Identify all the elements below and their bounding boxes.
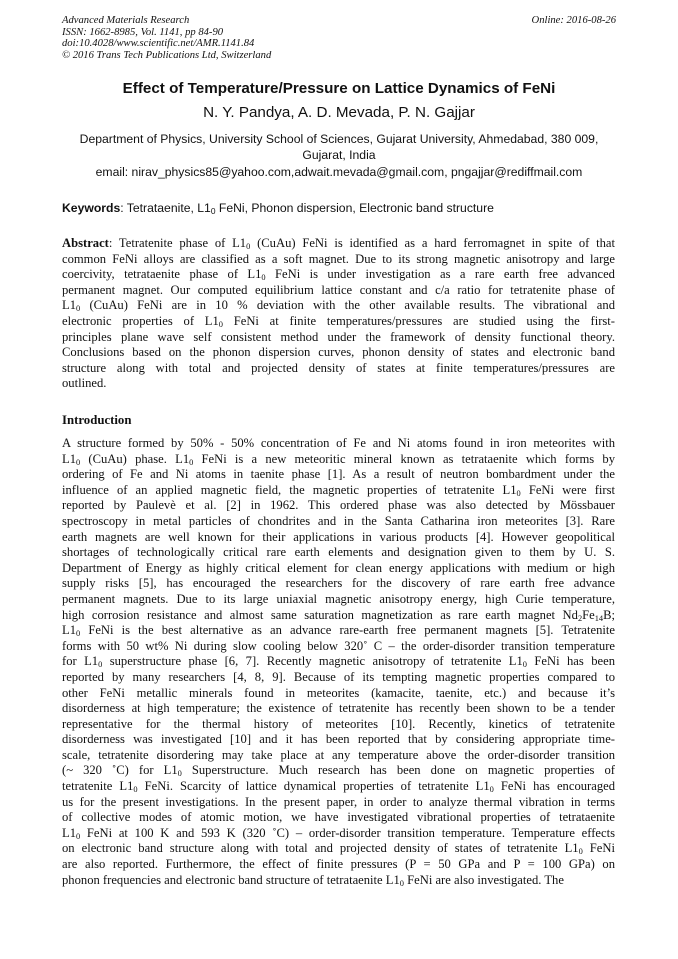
text-segment: Fe	[582, 607, 595, 622]
subscript: 0	[76, 304, 81, 314]
subscript: 0	[76, 629, 81, 639]
subscript: 0	[177, 769, 182, 779]
text-line	[62, 376, 615, 392]
text-segment: of collective modes of atomic motion, we have investigated vibrational properties of tetrataenite	[62, 810, 615, 825]
text-segment: (~ 320 ˚C) for L1	[62, 763, 178, 778]
introduction-heading: Introduction	[62, 413, 132, 427]
affiliation-line: Department of Physics, University School of Sciences, Gujarat University, Ahmedabad, 380 009,	[79, 132, 599, 146]
text-segment: FeNi has encouraged	[493, 779, 616, 794]
subscript: 0	[578, 847, 583, 857]
text-segment: disorderness was investigated [10] and it has been reported that by considering appropriate time-	[62, 732, 615, 747]
text-segment: L1	[62, 451, 76, 466]
paper-title: Effect of Temperature/Pressure on Lattice Dynamics of FeNi	[122, 80, 556, 97]
subscript: 0	[516, 488, 521, 498]
text-segment: on electronic band structure along with total and projected density of states of tetratenite L1	[62, 841, 579, 856]
text-segment: FeNi at finite temperatures/pressures are studied using the first-	[222, 313, 615, 328]
affiliation	[62, 131, 616, 163]
text-segment: for L1	[62, 654, 99, 669]
text-segment: FeNi were first	[520, 482, 615, 497]
keywords-subscript: 0	[210, 206, 216, 216]
text-line	[62, 545, 615, 561]
text-segment: influence of an applied magnetic field, the magnetic properties of tetratenite L1	[62, 482, 517, 497]
text-line	[62, 779, 615, 795]
text-segment: earth magnets are well known for their applications in various products [4]. However geopolitical	[62, 529, 615, 544]
text-segment: : Tetratenite phase of L1	[108, 236, 247, 250]
text-line	[62, 436, 615, 452]
text-segment: structure along with total and projected density of states at finite temperatures/pressures are	[62, 360, 615, 375]
text-segment: superstructure phase [6, 7]. Recently magnetic anisotropy of tetratenite L1	[102, 654, 523, 669]
text-segment: supply risks [5], has encouraged the researchers for the discovery of rare earth free advance	[62, 576, 615, 591]
text-segment: scale, tetratenite disordering may take place at any temperature above the order-disorder transition	[62, 747, 615, 762]
subscript: 0	[98, 660, 103, 670]
text-line	[62, 686, 615, 702]
subscript: 0	[522, 660, 527, 670]
text-line	[62, 314, 615, 330]
text-segment: (CuAu) FeNi are in 10 % deviation with the other available results. The vibrational and	[80, 298, 615, 313]
subscript: 0	[261, 273, 266, 283]
online-date: Online: 2016-08-26	[531, 15, 616, 26]
text-line	[62, 252, 615, 268]
text-line	[62, 654, 615, 670]
text-line	[62, 857, 615, 873]
text-segment: shortages of technologically critical rare earth elements and designation given to them by U. S.	[62, 545, 615, 560]
journal-name: Advanced Materials Research	[62, 15, 190, 26]
text-segment: forms with 50 wt% Ni during slow cooling below 320˚ C – the order-disorder transition temperature	[62, 638, 615, 653]
doi-line: doi:10.4028/www.scientific.net/AMR.1141.84	[62, 38, 255, 50]
subscript: 0	[489, 785, 494, 795]
text-line	[62, 623, 615, 639]
text-segment: FeNi is under investigation as a rare earth free advanced	[265, 267, 615, 282]
text-line	[62, 873, 615, 889]
text-segment: L1	[62, 623, 76, 638]
text-line	[62, 810, 615, 826]
text-line	[62, 670, 615, 686]
text-segment: coercivity, tetrataenite phase of L1	[62, 267, 262, 282]
subscript: 0	[246, 242, 251, 251]
text-line	[62, 514, 615, 530]
subscript: 0	[189, 457, 194, 467]
subscript: 0	[133, 785, 138, 795]
text-line	[62, 561, 615, 577]
keywords-text: FeNi, Phonon dispersion, Electronic band structure	[215, 201, 494, 215]
text-line	[62, 763, 615, 779]
subscript: 14	[594, 613, 604, 623]
text-segment: Department of Energy as highly critical element for clean energy applications with medium or high	[62, 560, 615, 575]
text-line	[62, 732, 615, 748]
text-segment: us for the present investigations. In the present paper, in order to analyze thermal vibration in terms	[62, 794, 615, 809]
issn-line: ISSN: 1662-8985, Vol. 1141, pp 84-90	[62, 26, 224, 38]
text-segment: Conclusions based on the phonon dispersion curves, phonon density of states and electronic band	[62, 345, 615, 360]
text-line	[62, 330, 615, 346]
subscript: 0	[399, 878, 404, 888]
text-segment: (CuAu) phase. L1	[80, 451, 190, 466]
text-line	[62, 639, 615, 655]
text-segment: Superstructure. Much research has been done on magnetic properties of	[181, 763, 615, 778]
text-segment: disorderness at high temperature; the existence of tetratenite has recently been shown to be a tender	[62, 701, 615, 716]
subscript: 0	[76, 831, 81, 841]
text-segment: L1	[62, 298, 76, 313]
text-segment: representative for the thermal history of meteorites [10]. Recently, kinetics of tetratenite	[62, 716, 615, 731]
text-line	[62, 795, 615, 811]
text-segment: other FeNi metallic minerals found in meteorites (kamacite, taenite, etc.) and because it’s	[62, 685, 615, 700]
text-segment: A structure formed by 50% - 50% concentration of Fe and Ni atoms found in iron meteorites with	[62, 436, 615, 450]
text-line	[62, 452, 615, 468]
text-segment: outlined.	[62, 376, 107, 391]
text-segment: are also reported. Furthermore, the effect of finite pressures (P = 50 GPa and P = 100 GPa) on	[62, 857, 615, 872]
text-line	[62, 298, 615, 314]
text-segment: FeNi at 100 K and 593 K (320 ˚C) – order-disorder transition temperature. Temperature effects	[80, 825, 615, 840]
keywords	[62, 201, 616, 215]
text-line	[62, 608, 615, 624]
text-segment: high corrosion resistance and almost same saturation magnetization as rare earth magnet Nd	[62, 607, 578, 622]
copyright-line: © 2016 Trans Tech Publications Ltd, Switzerland	[62, 49, 272, 61]
text-line	[62, 467, 615, 483]
text-line	[62, 592, 615, 608]
text-segment: FeNi. Scarcity of lattice dynamical properties of tetratenite L1	[137, 779, 490, 794]
journal-header	[62, 15, 616, 61]
text-segment: (CuAu) FeNi is identified as a hard ferromagnet in spite of that	[250, 236, 615, 250]
introduction-body	[62, 436, 615, 888]
text-segment: FeNi is the best alternative as an advance rare-earth free permanent magnets [5]. Tetratenite	[80, 623, 615, 638]
text-segment: FeNi is a new meteoritic mineral known as tetrataenite which forms by	[193, 451, 616, 466]
text-line	[62, 345, 615, 361]
text-line	[62, 498, 615, 514]
keywords-text: : Tetrataenite, L1	[120, 201, 211, 215]
text-line	[62, 483, 615, 499]
text-segment: electronic properties of L1	[62, 313, 219, 328]
text-segment: ordering of Fe and Ni atoms in taenite phase [1]. As a result of neutron bombardment under the	[62, 467, 615, 482]
text-line	[62, 267, 615, 283]
text-line	[62, 826, 615, 842]
email-line: email: nirav_physics85@yahoo.com,adwait.mevada@gmail.com, pngajjar@rediffmail.com	[95, 165, 583, 179]
text-segment: principles plane wave self consistent method under the framework of density functional theory.	[62, 329, 615, 344]
text-line	[62, 717, 615, 733]
text-line	[62, 530, 615, 546]
text-line	[62, 841, 615, 857]
text-segment: common FeNi alloys are classified as a soft magnet. Due to its strong magnetic anisotropy and large	[62, 251, 615, 266]
affiliation-line: Gujarat, India	[302, 148, 376, 162]
text-segment: tetratenite L1	[62, 779, 134, 794]
text-segment: spectroscopy in metal particles of chondrites and in the Santa Catharina iron meteorites [3]. Rare	[62, 513, 615, 528]
text-line	[62, 576, 615, 592]
text-segment: reported by Paulevè et al. [2] in 1962. This ordered phase was also detected by Mössbauer	[62, 498, 615, 513]
text-line	[62, 748, 615, 764]
text-line	[62, 236, 615, 252]
subscript: 2	[577, 613, 583, 623]
abstract-label: Abstract	[62, 236, 109, 250]
text-segment: phonon frequencies and electronic band structure of tetrataenite L1	[62, 872, 400, 887]
subscript: 0	[218, 319, 223, 329]
text-line	[62, 701, 615, 717]
text-segment: reported by many researchers [4, 8, 9]. Because of its tempting magnetic properties compared to	[62, 669, 615, 684]
subscript: 0	[76, 457, 81, 467]
text-segment: B;	[603, 607, 615, 622]
text-segment: L1	[62, 825, 76, 840]
keywords-label: Keywords	[62, 201, 121, 215]
text-line	[62, 361, 615, 377]
text-line	[62, 283, 615, 299]
text-segment: FeNi	[582, 841, 615, 856]
abstract	[62, 236, 615, 392]
text-segment: permanent magnets. Due to its large uniaxial magnetic anisotropy energy, high Curie temperature,	[62, 591, 615, 606]
text-segment: permanent magnet. Our computed equilibrium lattice constant and c/a ratio for tetratenite phase of	[62, 282, 615, 297]
text-segment: FeNi has been	[526, 654, 615, 669]
authors: N. Y. Pandya, A. D. Mevada, P. N. Gajjar	[203, 104, 475, 121]
text-segment: FeNi are also investigated. The	[403, 872, 564, 887]
